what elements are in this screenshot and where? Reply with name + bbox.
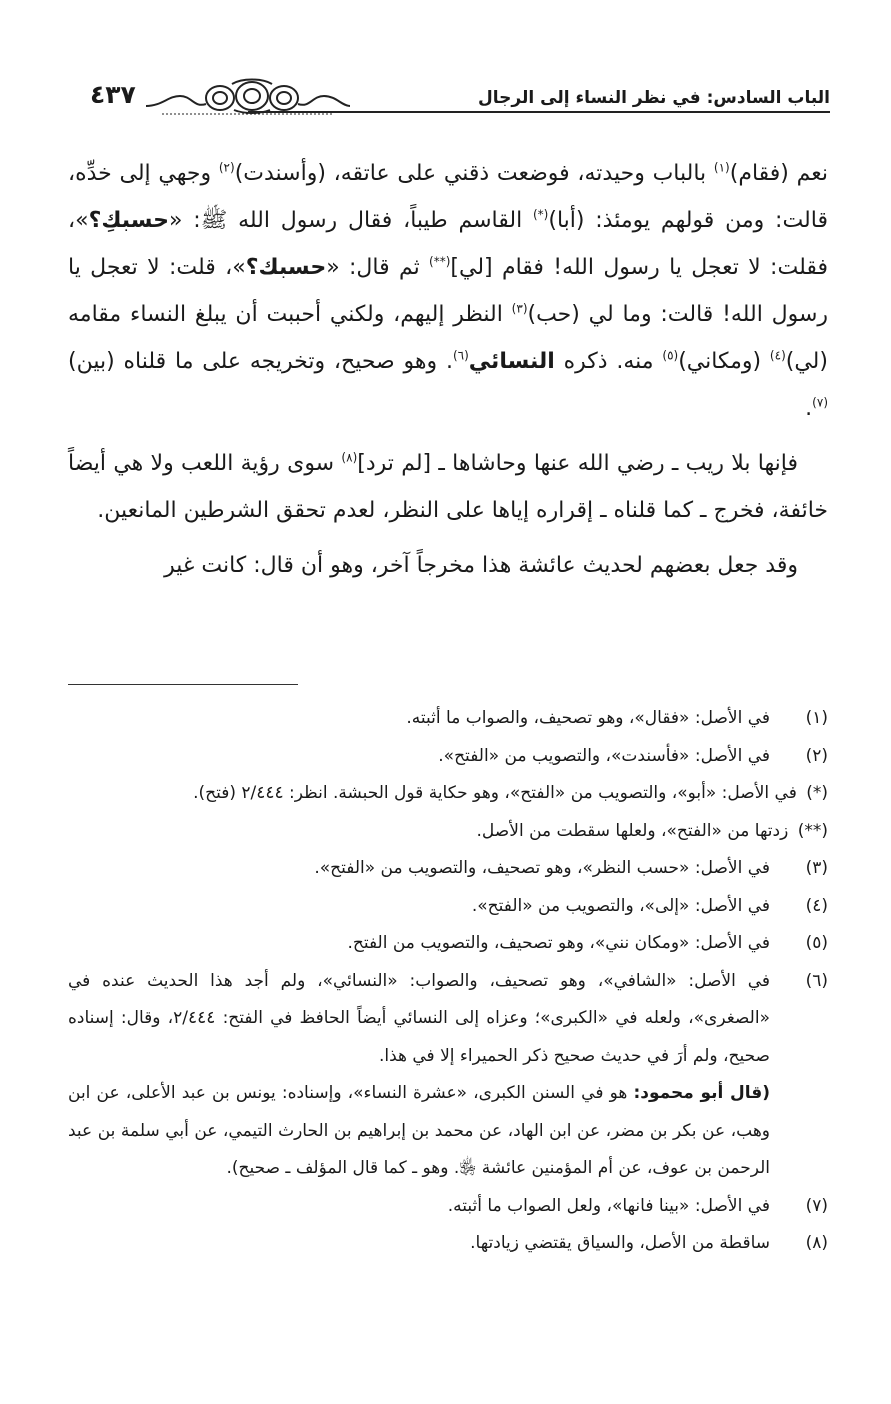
footnote-1: (١) في الأصل: «فقال»، وهو تصحيف، والصواب ما أثبته. [406, 708, 828, 728]
footnote-star-1: (*) في الأصل: «أبو»، والتصويب من «الفتح»، وهو حكاية قول الحبشة. انظر: ٢/٤٤٤ (فتح). [193, 783, 828, 803]
footnote-star-2: (**) زدتها من «الفتح»، ولعلها سقطت من الأصل. [476, 820, 828, 841]
paragraph-2: فإنها بلا ريب ـ رضي الله عنها وحاشاها ـ [لم ترد]$^{(٨)}$ سوى رؤية اللعب ولا هي أيضاً خائفة، فخرج ـ كما قلناه ـ إقراره إياها على النظر، لعدم تحقق الشرطين المانعين. [68, 450, 828, 523]
footnote-5: (٥) في الأصل: «ومكان نني»، وهو تصحيف، والتصويب من الفتح. [347, 933, 828, 953]
ornament-icon [142, 76, 352, 116]
running-header [90, 70, 830, 128]
footnote-ref[interactable]: (٣) [511, 301, 528, 316]
footnote-ref[interactable]: (٨) [341, 450, 358, 465]
footnote-ref[interactable]: (٥) [662, 348, 679, 363]
footnote-8: (٨) ساقطة من الأصل، والسياق يقتضي زيادتها. [470, 1233, 828, 1253]
footnote-3: (٣) في الأصل: «حسب النظر»، وهو تصحيف، والتصويب من «الفتح». [314, 858, 828, 878]
editor-label: (قال أبو محمود: [633, 1083, 770, 1103]
footnotes [68, 700, 828, 1263]
footnote-4: (٤) في الأصل: «إلى»، والتصويب من «الفتح». [471, 895, 828, 916]
footnote-ref[interactable]: (**) [429, 254, 451, 269]
footnote-ref[interactable]: (٧) [812, 395, 828, 410]
footnote-ref[interactable]: (٦) [452, 348, 469, 363]
footnote-7: (٧) في الأصل: «بينا فانها»، ولعل الصواب ما أثبته. [447, 1195, 828, 1216]
author-name: النسائي [468, 349, 555, 374]
paragraph-1: نعم (فقام)$^{(١)}$ بالباب وحيدته، فوضعت ذقني على عاتقه، (وأسندت)$^{(٢)}$ وجهي إلى خدِّه، قالت: ومن قولهم يومئذ: (أبا)(*) القاسم طيباً، فقال رسول الله ﷺ: «حسبكِ؟»، فقلت: لا تعجل يا رسول الله! فقام [لي](**) ثم قال: «حسبك؟»، قلت: لا تعجل يا رسول الله! قالت: وما لي (حب)$^{(٣)}$ النظر إليهم، ولكني أحببت أن يبلغ النساء مقامه (لي)$^{(٤)}$ (ومكاني)$^{(٥)}$ منه. ذكره النسائي$^{(٦)}$. وهو صحيح، وتخريجه على ما قلناه (بين)$^{(٧)}$. [68, 160, 829, 421]
footnote-ref[interactable]: (٢) [218, 160, 235, 175]
page-number: ٤٣٧ [90, 80, 136, 109]
footnote-2: (٢) في الأصل: «فأسندت»، والتصويب من «الفتح». [438, 745, 828, 766]
footnote-6: (٦) في الأصل: «الشافي»، وهو تصحيف، والصواب: «النسائي»، ولم أجد هذا الحديث عنده في «الصغرى»، ولعله في «الكبرى»؛ وعزاه إلى النسائي أيضاً الحافظ في الفتح: ٢/٤٤٤، وقال: إسناده صحيح، ولم أرَ في حديث صحيح ذكر الحميراء إلا في هذا. (قال أبو محمود: هو في السنن الكبرى، «عشرة النساء»، وإسناده: يونس بن عبد الأعلى، عن ابن وهب، عن بكر بن مضر، عن ابن الهاد، عن محمد بن إبراهيم بن الحارث التيمي، عن أبي سلمة بن عبد الرحمن بن عوف، عن أم المؤمنين عائشة ﵂. وهو ـ كما قال المؤلف ـ صحيح). [68, 970, 828, 1178]
quoted-word: حسبك؟ [245, 255, 327, 280]
footnote-ref[interactable]: (٤) [769, 348, 786, 363]
main-text [68, 150, 828, 589]
chapter-title: الباب السادس: في نظر النساء إلى الرجال [478, 88, 830, 108]
footnote-separator [68, 684, 298, 685]
footnote-ref[interactable]: (*) [533, 207, 549, 222]
quoted-word: حسبكِ؟ [88, 208, 170, 233]
footnote-ref[interactable]: (١) [713, 160, 730, 175]
paragraph-3: وقد جعل بعضهم لحديث عائشة هذا مخرجاً آخر، وهو أن قال: كانت غير [164, 553, 798, 578]
